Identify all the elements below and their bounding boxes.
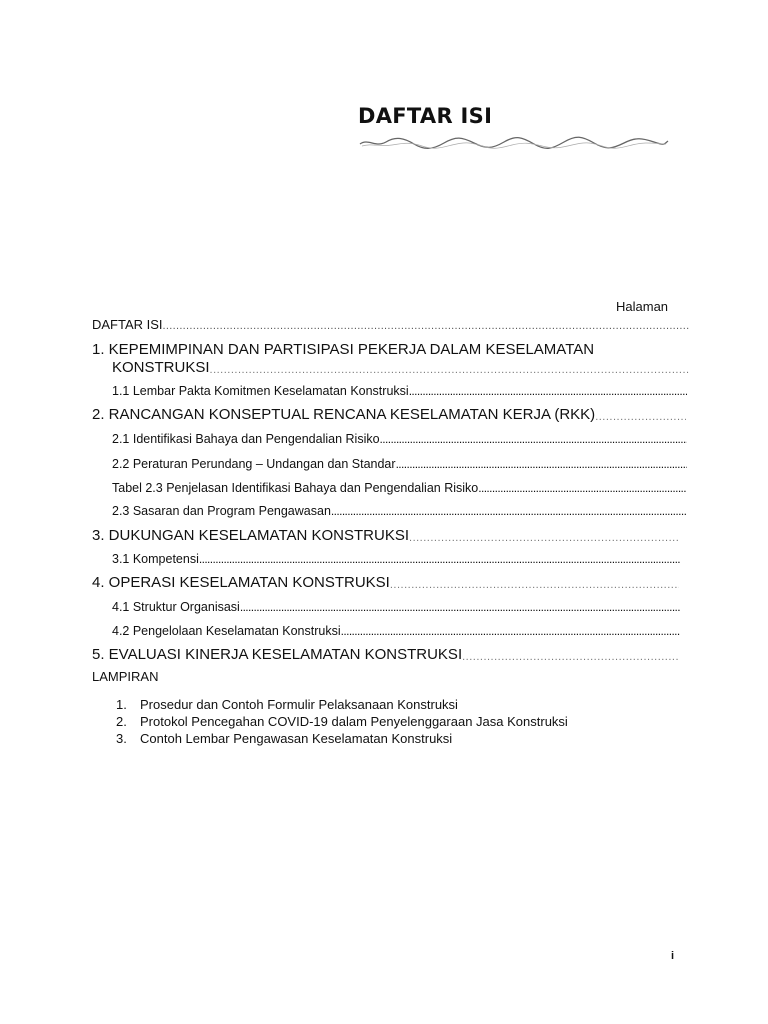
toc-entry-text: 3.1 Kompetensi: [112, 552, 199, 566]
dot-leader: [199, 552, 680, 566]
toc-entry-2-3[interactable]: [112, 504, 687, 518]
dot-leader: [390, 579, 679, 591]
lampiran-item[interactable]: [116, 696, 568, 713]
lampiran-item-text: Protokol Pencegahan COVID-19 dalam Penyelenggaraan Jasa Konstruksi: [140, 714, 568, 729]
toc-entry-5[interactable]: [92, 646, 679, 663]
dot-leader: [409, 384, 687, 398]
toc-entry-text: 2. RANCANGAN KONSEPTUAL RENCANA KESELAMATAN KERJA (RKK): [92, 406, 596, 423]
toc-entry-text: 1.1 Lembar Pakta Komitmen Keselamatan Konstruksi: [112, 384, 409, 398]
toc-entry-text: 4.1 Struktur Organisasi: [112, 600, 240, 614]
dot-leader: [462, 651, 679, 663]
lampiran-item[interactable]: [116, 713, 568, 730]
toc-entry-1-line1[interactable]: 1. KEPEMIMPINAN DAN PARTISIPASI PEKERJA DALAM KESELAMATAN: [92, 341, 595, 358]
lampiran-item-number: 2.: [116, 714, 127, 729]
dot-leader: [240, 600, 680, 614]
toc-entry-text: DAFTAR ISI: [92, 317, 163, 332]
toc-entry-2[interactable]: [92, 406, 686, 423]
lampiran-item[interactable]: [116, 730, 568, 747]
dot-leader: [409, 532, 679, 544]
toc-entry-text: 5. EVALUASI KINERJA KESELAMATAN KONSTRUKSI: [92, 646, 463, 663]
dot-leader: [163, 320, 690, 332]
toc-entry-text: 4.2 Pengelolaan Keselamatan Konstruksi: [112, 624, 341, 638]
toc-entry-text: 2.3 Sasaran dan Program Pengawasan: [112, 504, 331, 518]
toc-entry-2-2[interactable]: [112, 457, 687, 471]
toc-entry-4-1[interactable]: [112, 600, 680, 614]
toc-entry-4-2[interactable]: [112, 624, 680, 638]
dot-leader: [595, 411, 686, 423]
toc-entry-text: 4. OPERASI KESELAMATAN KONSTRUKSI: [92, 574, 390, 591]
toc-entry-3[interactable]: [92, 527, 679, 544]
lampiran-list: [116, 696, 568, 747]
toc-entry-2-1[interactable]: [112, 432, 687, 446]
toc-entry-3-1[interactable]: [112, 552, 680, 566]
title-underline-squiggle: [358, 134, 670, 154]
toc-entry-text: Tabel 2.3 Penjelasan Identifikasi Bahaya dan Pengendalian Risiko: [112, 481, 479, 495]
toc-entry-1[interactable]: [112, 359, 690, 376]
dot-leader: [396, 457, 687, 471]
toc-entry-4[interactable]: [92, 574, 679, 591]
lampiran-item-text: Prosedur dan Contoh Formulir Pelaksanaan Konstruksi: [140, 697, 458, 712]
page-title: DAFTAR ISI: [358, 104, 493, 128]
lampiran-item-number: 3.: [116, 731, 127, 746]
dot-leader: [380, 432, 687, 446]
page-column-label: Halaman: [616, 299, 669, 314]
dot-leader: [341, 624, 680, 638]
lampiran-heading: LAMPIRAN: [92, 669, 159, 684]
toc-entry-text: 2.1 Identifikasi Bahaya dan Pengendalian Risiko: [112, 432, 380, 446]
toc-entry-tabel-2-3[interactable]: [112, 481, 687, 495]
toc-entry-text: 2.2 Peraturan Perundang – Undangan dan Standar: [112, 457, 396, 471]
toc-entry-1-1[interactable]: [112, 384, 687, 398]
dot-leader: [478, 481, 687, 495]
dot-leader: [331, 504, 687, 518]
dot-leader: [210, 364, 690, 376]
toc-entry-daftar-isi[interactable]: [92, 317, 690, 332]
page-number: i: [671, 950, 675, 962]
toc-entry-text: 3. DUKUNGAN KESELAMATAN KONSTRUKSI: [92, 527, 410, 544]
lampiran-item-number: 1.: [116, 697, 127, 712]
lampiran-item-text: Contoh Lembar Pengawasan Keselamatan Konstruksi: [140, 731, 453, 746]
toc-entry-text: KONSTRUKSI: [112, 359, 210, 376]
